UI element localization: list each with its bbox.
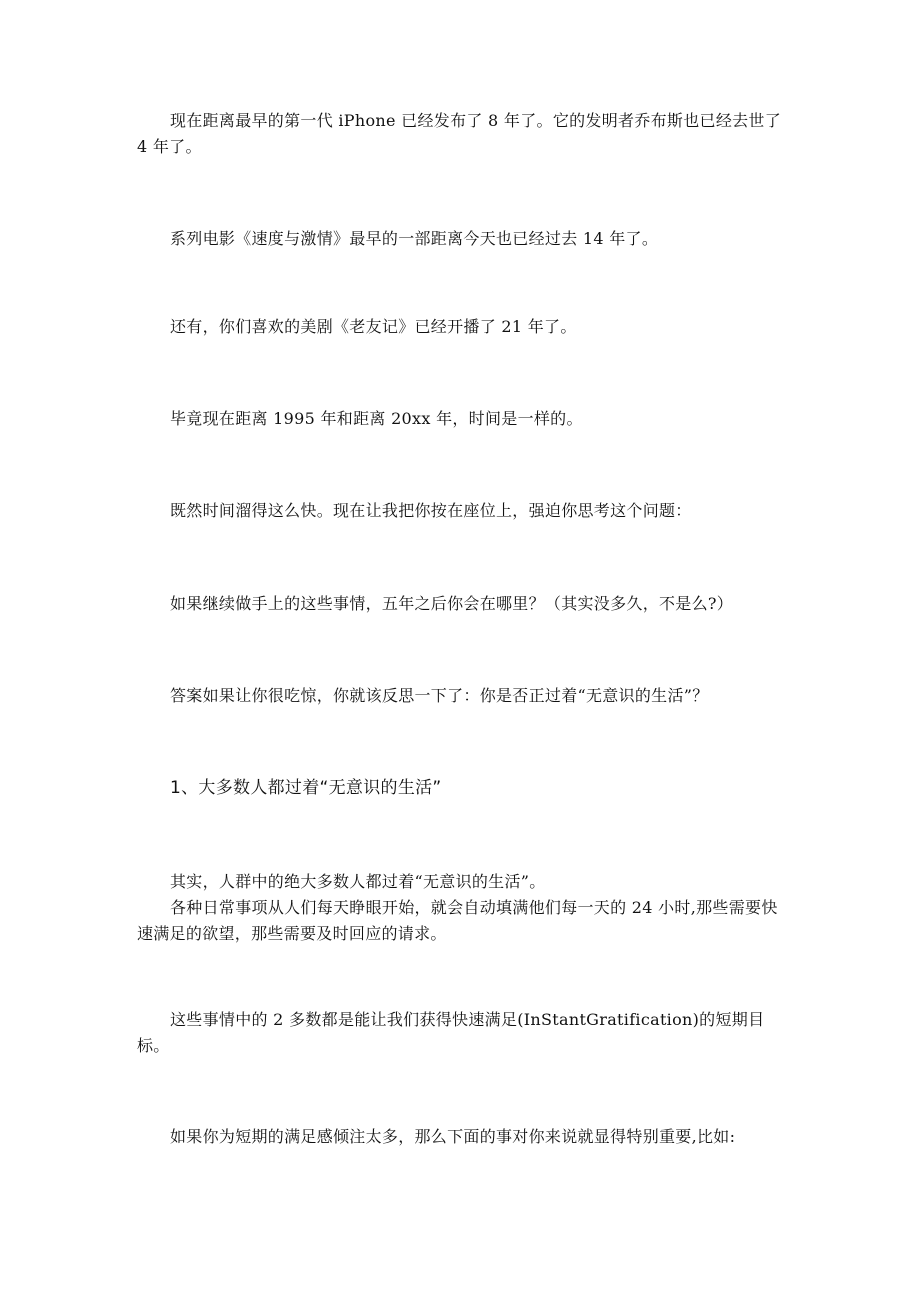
paragraph-friends: 还有，你们喜欢的美剧《老友记》已经开播了 21 年了。 [170, 317, 577, 336]
section-1-block [137, 869, 792, 947]
section-1-line-1: 其实，人群中的绝大多数人都过着“无意识的生活”。 [170, 872, 546, 891]
paragraph-unconscious-life: 答案如果让你很吃惊，你就该反思一下了：你是否正过着“无意识的生活”？ [170, 686, 709, 705]
paragraph-five-years: 如果继续做手上的这些事情，五年之后你会在哪里？（其实没多久，不是么?） [170, 594, 734, 613]
paragraph-fast-furious: 系列电影《速度与激情》最早的一部距离今天也已经过去 14 年了。 [170, 229, 659, 248]
section-heading-1: 1、大多数人都过着“无意识的生活” [170, 778, 442, 798]
paragraph-instant-gratification: 这些事情中的 2 多数都是能让我们获得快速满足(InStantGratification)的短期目标。 [137, 1010, 765, 1055]
paragraph-short-term: 如果你为短期的满足感倾注太多，那么下面的事对你来说就显得特别重要,比如: [170, 1127, 736, 1146]
paragraph-think-question: 既然时间溜得这么快。现在让我把你按在座位上，强迫你思考这个问题： [170, 501, 692, 520]
section-1-line-2: 各种日常事项从人们每天睁眼开始，就会自动填满他们每一天的 24 小时,那些需要快速满足的欲望，那些需要及时回应的请求。 [137, 898, 778, 943]
paragraph-iphone: 现在距离最早的第一代 iPhone 已经发布了 8 年了。它的发明者乔布斯也已经去世了 4 年了。 [137, 111, 782, 156]
paragraph-time-same: 毕竟现在距离 1995 年和距离 20xx 年，时间是一样的。 [170, 409, 583, 428]
